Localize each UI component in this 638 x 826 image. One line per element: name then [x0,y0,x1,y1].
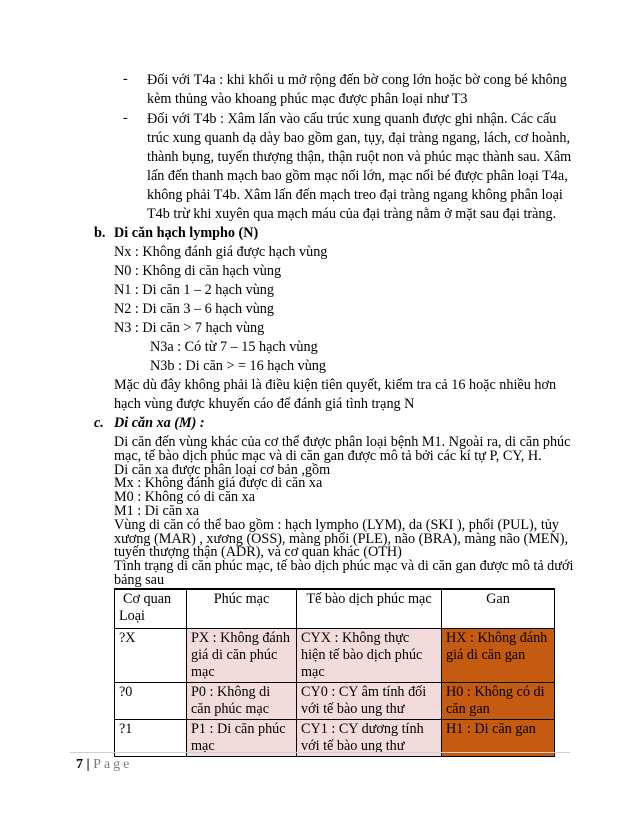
section-line: M0 : Không có di căn xa [114,489,256,505]
row-type-cell: ?1 [115,720,187,757]
peritoneum-cell: PX : Không đánh giá di căn phúc mạc [187,629,297,683]
section-marker: c. [94,415,104,431]
paragraph-line: kèm thủng vào khoang phúc mạc được phân loại như T3 [147,91,468,107]
paragraph-line: trúc xung quanh dạ dày bao gồm gan, tụy, đại tràng ngang, lách, cơ hoành, [147,130,571,146]
bullet-dash: - [123,110,128,126]
page-label: Page [93,757,133,772]
page-footer [76,757,132,773]
corner-bottom-label: Loại [119,608,145,624]
bullet-dash: - [123,71,128,87]
section-line: tuyến thượng thận (ADR), và cơ quan khác (OTH) [114,544,402,560]
paragraph-line: thành bụng, tuyến thượng thận, thận ruột non và phúc mạc thành sau. Xâm [147,149,572,165]
section-line: xương (MAR) , xương (OSS), màng phổi (PLE), não (BRA), màng não (MEN), [114,531,568,547]
paragraph-line: không phải T4b. Xâm lấn đến mạch treo đại tràng ngang không phân loại [147,187,563,203]
paragraph-line: lấn đến thanh mạch bao gồm mạc nối lớn, mạc nối bé được phân loại T4a, [147,168,568,184]
table-header-cell: Gan [442,589,555,629]
corner-top-label: Cơ quan [123,591,172,607]
row-type-cell: ?X [115,629,187,683]
table-header-cell: Phúc mạc [187,589,297,629]
section-note: hạch vùng được khuyến cáo để đánh giá tình trạng N [114,396,415,412]
section-note: Mặc dù đây không phải là điều kiện tiên quyết, kiểm tra cả 16 hoặc nhiều hơn [114,377,557,393]
cytology-cell: CY1 : CY dương tính với tế bào ung thư [297,720,442,757]
table-row [115,683,555,720]
page-number: 7 [76,757,83,772]
row-type-cell: ?0 [115,683,187,720]
section-line: Vùng di căn có thể bao gồm : hạch lympho (LYM), da (SKI ), phổi (PUL), tủy [114,517,560,533]
table-row [115,720,555,757]
section-line: Nx : Không đánh giá được hạch vùng [114,244,328,260]
section-marker: b. [94,225,106,241]
section-line: N0 : Không di căn hạch vùng [114,263,282,279]
section-line: N1 : Di căn 1 – 2 hạch vùng [114,282,274,298]
paragraph-line: T4b trừ khi xuyên qua mạch máu của đại tràng nằm ở mặt sau đại tràng. [147,206,557,222]
section-line: mạc, tế bào dịch phúc mạc và di căn gan được mô tả bởi các kí tự P, CY, H. [114,448,542,464]
footer-divider [70,752,570,753]
section-line: Di căn xa được phân loại cơ bản ,gồm [114,462,331,478]
peritoneum-cell: P1 : Di căn phúc mạc [187,720,297,757]
section-line: Di căn đến vùng khác của cơ thể được phân loại bệnh M1. Ngoài ra, di căn phúc [114,434,571,450]
section-line: Tình trạng di căn phúc mạc, tế bào dịch phúc mạc và di căn gan được mô tả dưới [114,558,574,574]
section-line: M1 : Di căn xa [114,503,200,519]
section-title: Di căn hạch lympho (N) [114,225,259,241]
cytology-cell: CYX : Không thực hiện tế bào dịch phúc mạc [297,629,442,683]
section-subline: N3b : Di căn > = 16 hạch vùng [150,358,326,374]
footer-separator: | [83,757,94,772]
table-corner-cell [115,589,187,629]
section-subline: N3a : Có từ 7 – 15 hạch vùng [150,339,318,355]
liver-cell: H0 : Không có di căn gan [442,683,555,720]
section-line: N2 : Di căn 3 – 6 hạch vùng [114,301,274,317]
section-line: Mx : Không đánh giá được di căn xa [114,475,323,491]
peritoneum-cell: P0 : Không di căn phúc mạc [187,683,297,720]
section-line: bảng sau [114,572,165,588]
table-header-row [115,589,555,629]
paragraph-line: Đối với T4a : khi khối u mở rộng đến bờ cong lớn hoặc bờ cong bé không [147,72,567,88]
cytology-cell: CY0 : CY âm tính đối với tế bào ung thư [297,683,442,720]
section-line: N3 : Di căn > 7 hạch vùng [114,320,265,336]
section-title: Di căn xa (M) : [114,415,205,431]
table-row [115,629,555,683]
liver-cell: H1 : Di căn gan [442,720,555,757]
liver-cell: HX : Không đánh giá di căn gan [442,629,555,683]
paragraph-line: Đối với T4b : Xâm lấn vào cấu trúc xung quanh được ghi nhận. Các cấu [147,111,557,127]
table-header-cell: Tế bào dịch phúc mạc [297,589,442,629]
metastasis-table [114,588,555,757]
